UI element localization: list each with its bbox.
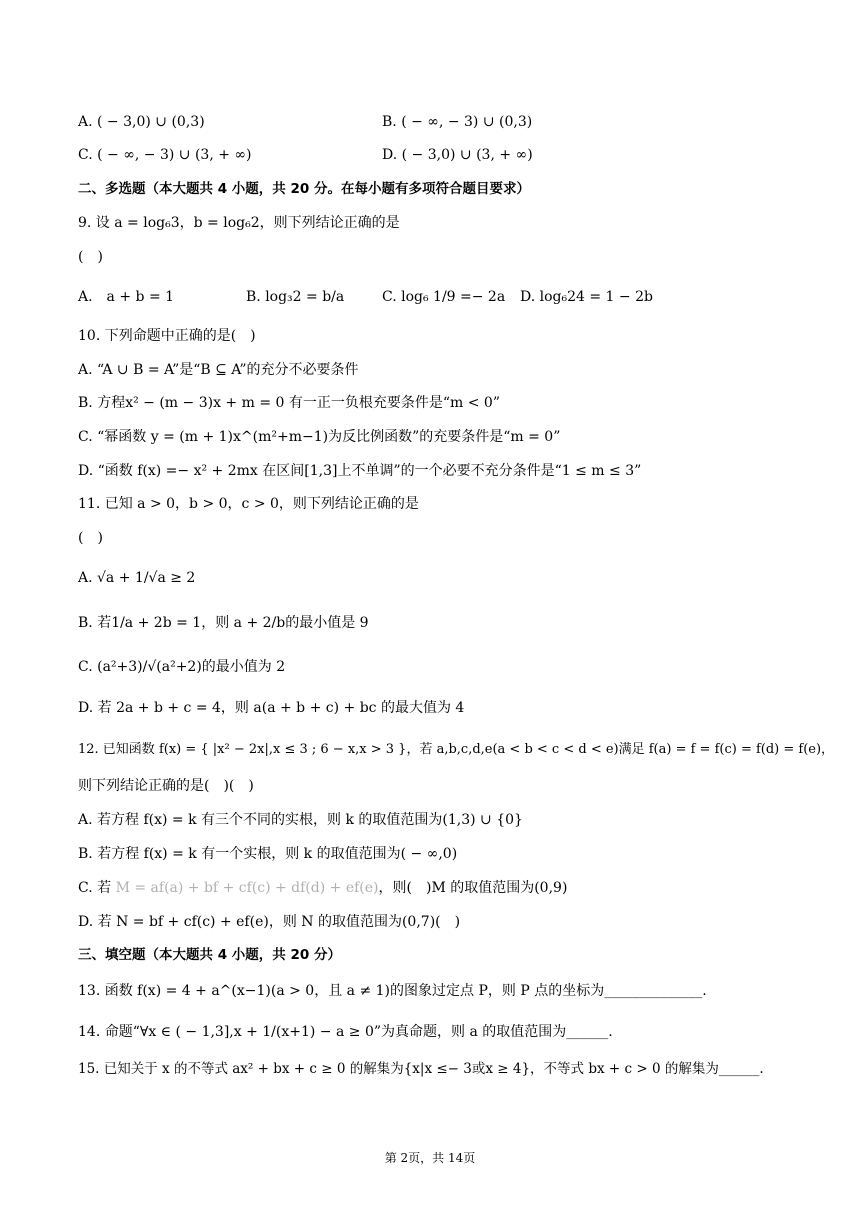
q9-option-b: B. log₃2 = b/a [246,289,345,305]
q8-option-a: A. ( − 3,0) ∪ (0,3) [78,114,205,130]
q10-option-d: D. “函数 f(x) =− x² + 2mx 在区间[1,3]上不单调”的一个必要不充分条件是“1 ≤ m ≤ 3” [78,463,642,479]
q10-option-a: A. “A ∪ B = A”是“B ⊆ A”的充分不必要条件 [78,362,359,378]
q9-option-a: A. a + b = 1 [78,289,175,305]
q9-option-c: C. log₆ 1/9 =− 2a [382,289,506,305]
q12-option-b: B. 若方程 f(x) = k 有一个实根，则 k 的取值范围为( − ∞,0) [78,846,458,862]
section2-heading: 二、多选题（本大题共 4 小题，共 20 分。在每小题有多项符合题目要求） [78,181,530,197]
q8-option-d: D. ( − 3,0) ∪ (3, + ∞) [382,147,533,163]
q14: 14. 命题“∀x ∈ ( − 1,3],x + 1/(x+1) − a ≥ 0”为真命题，则 a 的取值范围为______. [78,1024,613,1040]
q12-stem-line2: 则下列结论正确的是( )( ) [78,778,254,794]
q9-paren: ( ) [78,249,103,265]
q10-stem: 10. 下列命题中正确的是( ) [78,328,256,344]
q12-option-c-prefix: C. 若 [78,880,116,896]
q15: 15. 已知关于 x 的不等式 ax² + bx + c ≥ 0 的解集为{x|x ≤− 3或x ≥ 4}，不等式 bx + c > 0 的解集为______. [78,1061,764,1077]
q11-option-a: A. √a + 1/√a ≥ 2 [78,570,196,586]
q9-option-d: D. log₆24 = 1 − 2b [520,289,653,305]
q11-option-c: C. (a²+3)/√(a²+2)的最小值为 2 [78,659,286,675]
q12-option-c-faded-formula: M = af(a) + bf + cf(c) + df(d) + ef(e) [115,880,379,896]
q11-option-b: B. 若1/a + 2b = 1，则 a + 2/b的最小值是 9 [78,615,369,631]
q8-option-c: C. ( − ∞, − 3) ∪ (3, + ∞) [78,147,252,163]
q12-stem: 12. 已知函数 f(x) = { |x² − 2x|,x ≤ 3 ; 6 − x,x > 3 }，若 a,b,c,d,e(a < b < c < d < e)满足 f(a) = f = f(c) = f(d) = f(e)， [78,742,835,757]
q12-option-c [78,879,567,897]
q11-option-d: D. 若 2a + b + c = 4，则 a(a + b + c) + bc 的最大值为 4 [78,700,465,716]
q13: 13. 函数 f(x) = 4 + a^(x−1)(a > 0，且 a ≠ 1)的图象过定点 P，则 P 点的坐标为______________. [78,983,707,999]
q12-option-c-suffix: ，则( )M 的取值范围为(0,9) [378,880,568,896]
q9-stem: 9. 设 a = log₆3，b = log₆2，则下列结论正确的是 [78,215,400,231]
q12-option-d: D. 若 N = bf + cf(c) + ef(e)，则 N 的取值范围为(0,7)( ) [78,914,461,930]
q10-option-c: C. “幂函数 y = (m + 1)x^(m²+m−1)为反比例函数”的充要条件是“m = 0” [78,429,561,445]
q12-option-a: A. 若方程 f(x) = k 有三个不同的实根，则 k 的取值范围为(1,3) ∪ {0} [78,812,523,828]
page-footer: 第 2页，共 14页 [384,1151,476,1165]
q11-stem: 11. 已知 a > 0，b > 0，c > 0，则下列结论正确的是 [78,496,419,512]
q11-paren: ( ) [78,530,103,546]
section3-heading: 三、填空题（本大题共 4 小题，共 20 分） [78,947,341,963]
q8-option-b: B. ( − ∞, − 3) ∪ (0,3) [382,114,533,130]
q10-option-b: B. 方程x² − (m − 3)x + m = 0 有一正一负根充要条件是“m < 0” [78,395,500,411]
